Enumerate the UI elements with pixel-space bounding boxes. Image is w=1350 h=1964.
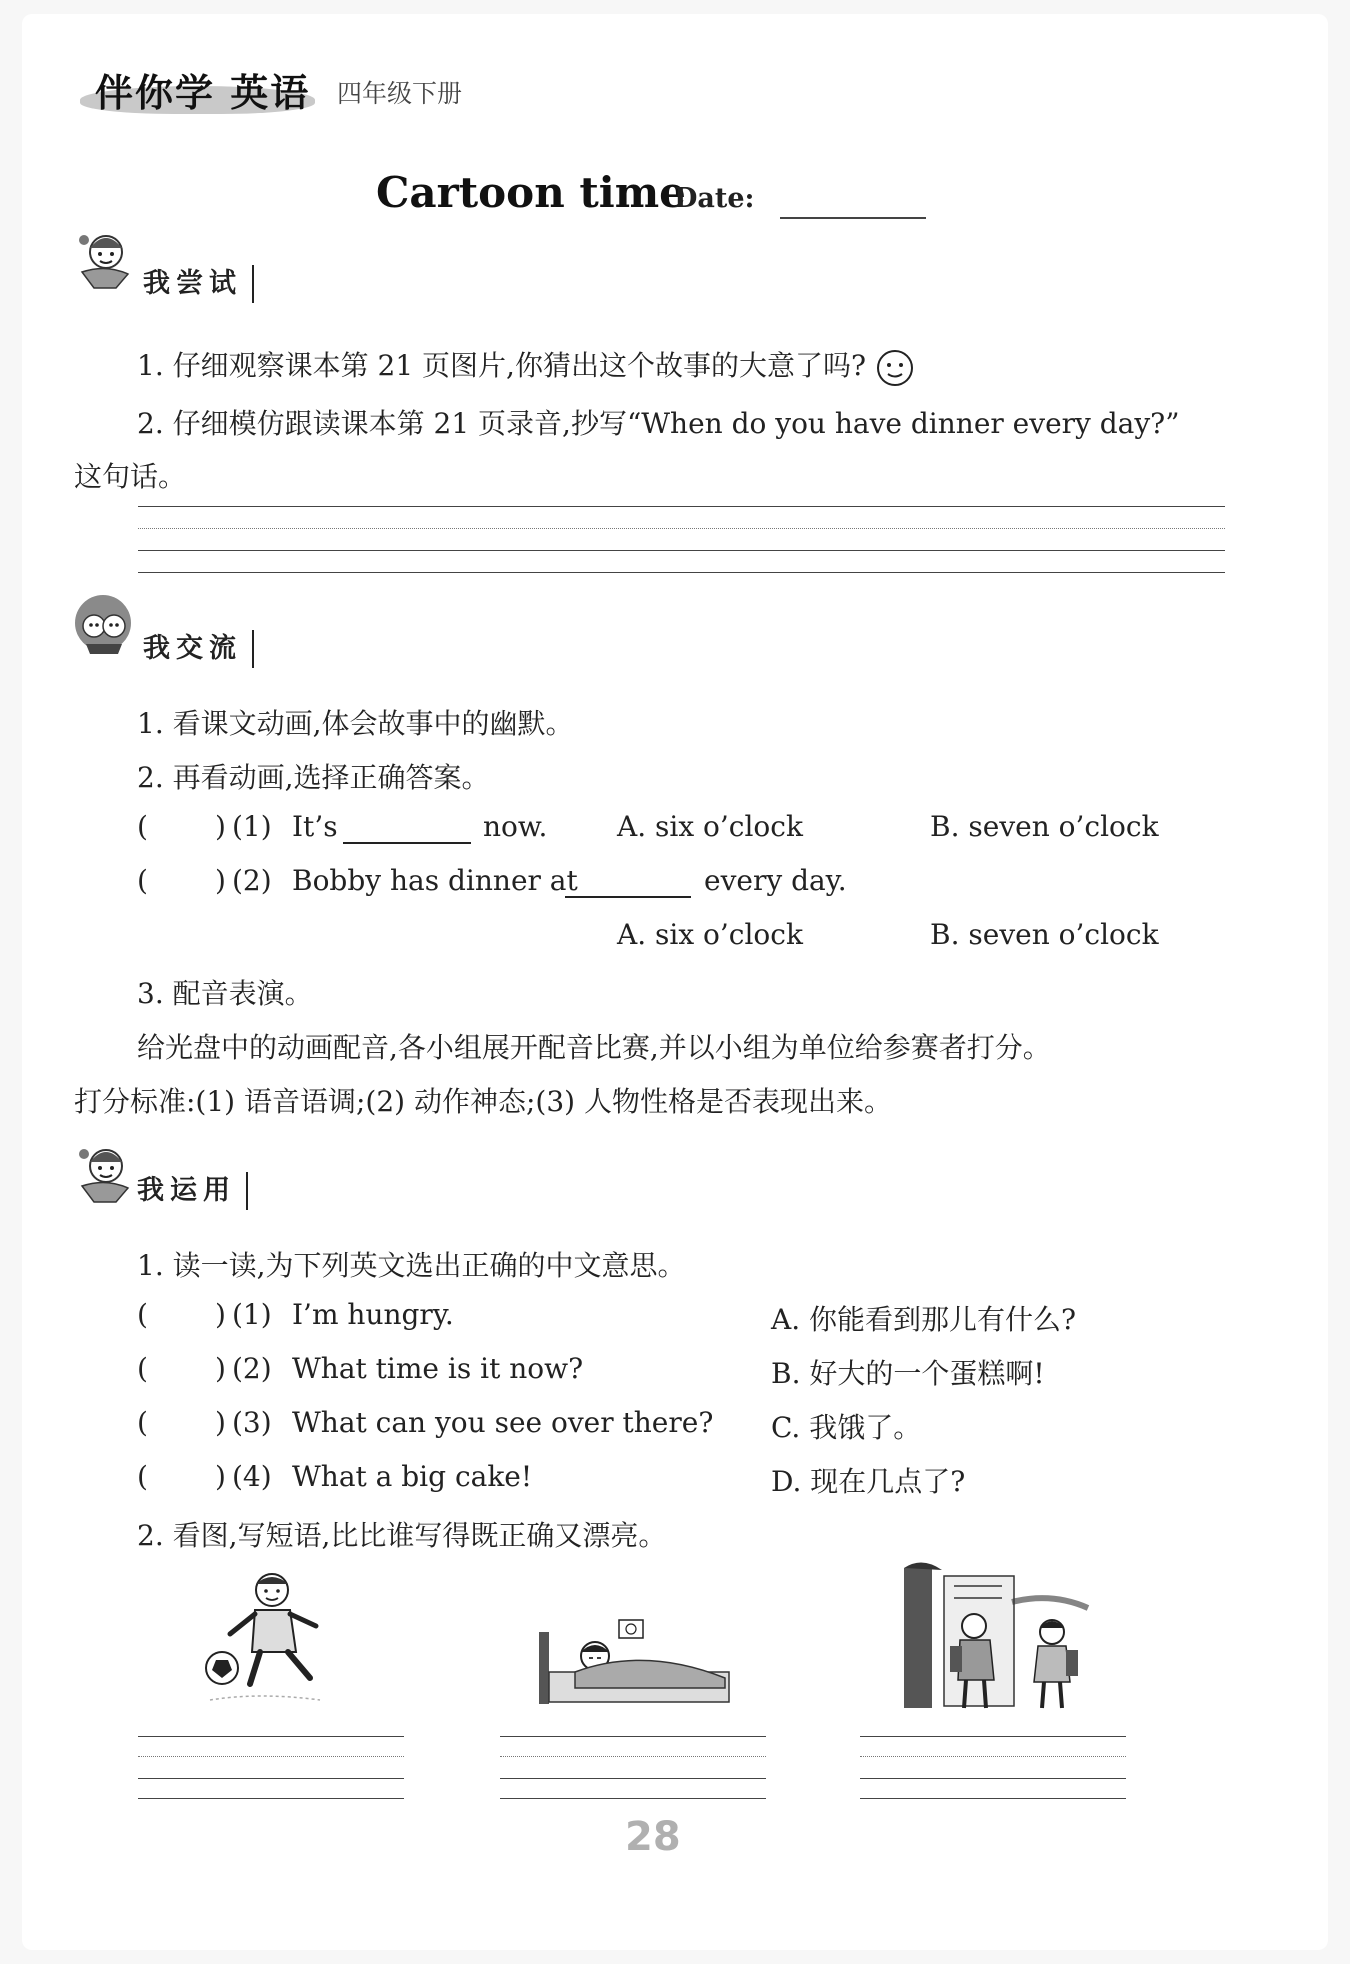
- answer-blank-5[interactable]: [162, 1408, 212, 1438]
- answer-blank-1[interactable]: [162, 812, 212, 842]
- apply-question-2: 2. 看图,写短语,比比谁写得既正确又漂亮。: [137, 1519, 667, 1552]
- communicate-question-1: 1. 看课文动画,体会故事中的幽默。: [137, 707, 574, 740]
- kids-mascot-icon: [72, 592, 134, 658]
- dubbing-instructions: 给光盘中的动画配音,各小组展开配音比赛,并以小组为单位给参赛者打分。: [137, 1031, 1051, 1064]
- item-number: (1): [232, 1298, 272, 1331]
- date-label: Date:: [674, 183, 755, 214]
- item-number: (2): [232, 864, 272, 897]
- english-sentence: I’m hungry.: [292, 1298, 454, 1331]
- grade-label: 四年级下册: [337, 79, 463, 108]
- try-question-2-cont: 这句话。: [74, 460, 187, 493]
- item-number: (1): [232, 810, 272, 843]
- answer-bracket-close: ): [215, 1406, 226, 1439]
- answer-blank-3[interactable]: [162, 1300, 212, 1330]
- apply-question-1: 1. 读一读,为下列英文选出正确的中文意思。: [137, 1249, 686, 1282]
- section-apply-title: 我运用: [137, 1172, 248, 1210]
- option-b: B. seven o’clock: [930, 918, 1159, 951]
- fill-in-blank[interactable]: [565, 866, 691, 898]
- item-sentence-end: every day.: [704, 864, 847, 897]
- answer-bracket-open: (: [137, 1298, 148, 1331]
- try-question-1: [137, 344, 915, 388]
- smiley-icon: [875, 348, 915, 388]
- scoring-criteria: 打分标准:(1) 语音语调;(2) 动作神态;(3) 人物性格是否表现出来。: [74, 1085, 892, 1118]
- english-sentence: What a big cake!: [292, 1460, 533, 1493]
- handwriting-lines-picture-3[interactable]: [860, 1736, 1126, 1800]
- answer-bracket-open: (: [137, 810, 148, 843]
- chinese-meaning: A. 你能看到那儿有什么?: [771, 1303, 1077, 1336]
- communicate-question-3: 3. 配音表演。: [137, 977, 313, 1010]
- try-question-1-text: 1. 仔细观察课本第 21 页图片,你猜出这个故事的大意了吗?: [137, 349, 866, 382]
- answer-bracket-close: ): [215, 1352, 226, 1385]
- try-question-2: 2. 仔细模仿跟读课本第 21 页录音,抄写“When do you have dinner every day?”: [137, 407, 1180, 440]
- children-at-school-gate-illustration: [902, 1562, 1092, 1712]
- chinese-meaning: C. 我饿了。: [771, 1411, 922, 1444]
- answer-bracket-open: (: [137, 1406, 148, 1439]
- english-sentence: What can you see over there?: [292, 1406, 714, 1439]
- item-number: (4): [232, 1460, 272, 1493]
- answer-bracket-open: (: [137, 1460, 148, 1493]
- english-sentence: What time is it now?: [292, 1352, 584, 1385]
- item-sentence-start: Bobby has dinner at: [292, 864, 578, 897]
- answer-blank-6[interactable]: [162, 1462, 212, 1492]
- chinese-meaning: B. 好大的一个蛋糕啊!: [771, 1357, 1045, 1390]
- fill-in-blank[interactable]: [343, 812, 471, 844]
- handwriting-lines[interactable]: [138, 506, 1225, 572]
- girl-mascot-icon: [72, 228, 134, 294]
- answer-bracket-close: ): [215, 1298, 226, 1331]
- section-try-title: 我尝试: [143, 265, 254, 303]
- option-a: A. six o’clock: [617, 810, 803, 843]
- lesson-title: Cartoon time: [376, 168, 686, 217]
- answer-bracket-close: ): [215, 1460, 226, 1493]
- section-communicate-title: 我交流: [143, 630, 254, 668]
- item-sentence-start: It’s: [292, 810, 338, 843]
- item-number: (3): [232, 1406, 272, 1439]
- answer-blank-2[interactable]: [162, 866, 212, 896]
- handwriting-lines-picture-1[interactable]: [138, 1736, 404, 1800]
- girl-mascot-icon: [72, 1142, 134, 1208]
- item-number: (2): [232, 1352, 272, 1385]
- communicate-question-2: 2. 再看动画,选择正确答案。: [137, 761, 490, 794]
- item-sentence-end: now.: [483, 810, 548, 843]
- chinese-meaning: D. 现在几点了?: [771, 1465, 966, 1498]
- answer-bracket-open: (: [137, 864, 148, 897]
- boy-playing-football-illustration: [200, 1568, 335, 1708]
- option-b: B. seven o’clock: [930, 810, 1159, 843]
- book-title: 伴你学 英语: [95, 71, 311, 115]
- answer-bracket-close: ): [215, 810, 226, 843]
- answer-bracket-close: ): [215, 864, 226, 897]
- option-a: A. six o’clock: [617, 918, 803, 951]
- girl-sleeping-in-bed-illustration: [535, 1612, 735, 1708]
- answer-bracket-open: (: [137, 1352, 148, 1385]
- page-number: 28: [625, 1814, 681, 1860]
- answer-blank-4[interactable]: [162, 1354, 212, 1384]
- handwriting-lines-picture-2[interactable]: [500, 1736, 766, 1800]
- date-field[interactable]: [780, 217, 926, 219]
